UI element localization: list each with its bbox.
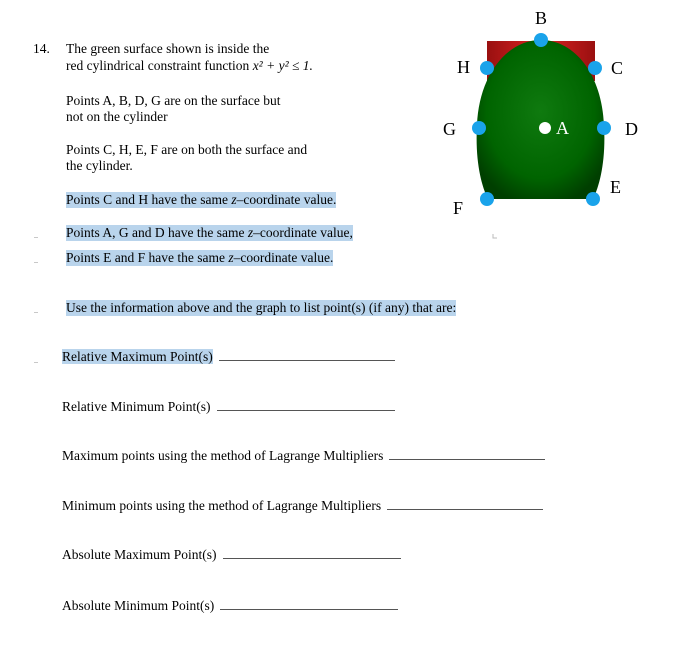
instruction-text: Use the information above and the graph to list point(s) (if any) that are: [66,300,457,315]
surface-points-line-2: not on the cylinder [66,109,168,124]
point-b-marker [534,33,548,47]
both-points-line-1: Points C, H, E, F are on both the surface and [66,142,308,157]
constraint-text: red cylindrical constraint function [66,58,253,73]
label-d: D [625,119,638,139]
label-a: A [556,118,569,138]
label-g: G [443,119,456,139]
point-c-marker [588,61,602,75]
label-h: H [457,57,470,77]
same-z-text-1: Points C and H have the same [66,192,232,207]
point-e-marker [586,192,600,206]
z-variable-2: z [247,225,254,240]
label-e: E [610,177,621,197]
label-f: F [453,198,464,218]
problem-line-1: The green surface shown is inside the [66,41,270,56]
question-label: Minimum points using the method of Lagrange Multipliers [62,498,382,513]
question-label: Relative Minimum Point(s) [62,399,211,414]
coord-suffix-1: –coordinate value. [236,192,337,207]
question-label: Absolute Maximum Point(s) [62,547,217,562]
coord-suffix-2: –coordinate value, [253,225,353,240]
point-a-marker [539,122,551,134]
question-label: Relative Maximum Point(s) [62,349,213,364]
coord-suffix-3: –coordinate value. [233,250,334,265]
surface-points-line-1: Points A, B, D, G are on the surface but [66,93,281,108]
z-variable-1: z [231,192,237,207]
point-h-marker [480,61,494,75]
constraint-inequality: x² + y² ≤ 1. [252,58,313,73]
question-label: Absolute Minimum Point(s) [62,598,215,613]
question-label: Maximum points using the method of Lagrange Multipliers [62,448,384,463]
label-c: C [611,58,624,78]
problem-number: 14. [33,41,50,56]
point-g-marker [472,121,486,135]
corner-mark [493,234,497,238]
label-b: B [535,8,548,28]
z-variable-3: z [228,250,234,265]
point-d-marker [597,121,611,135]
same-z-text-3: Points E and F have the same [66,250,229,265]
both-points-line-2: the cylinder. [66,158,133,173]
same-z-text-2: Points A, G and D have the same [66,225,248,240]
point-f-marker [480,192,494,206]
